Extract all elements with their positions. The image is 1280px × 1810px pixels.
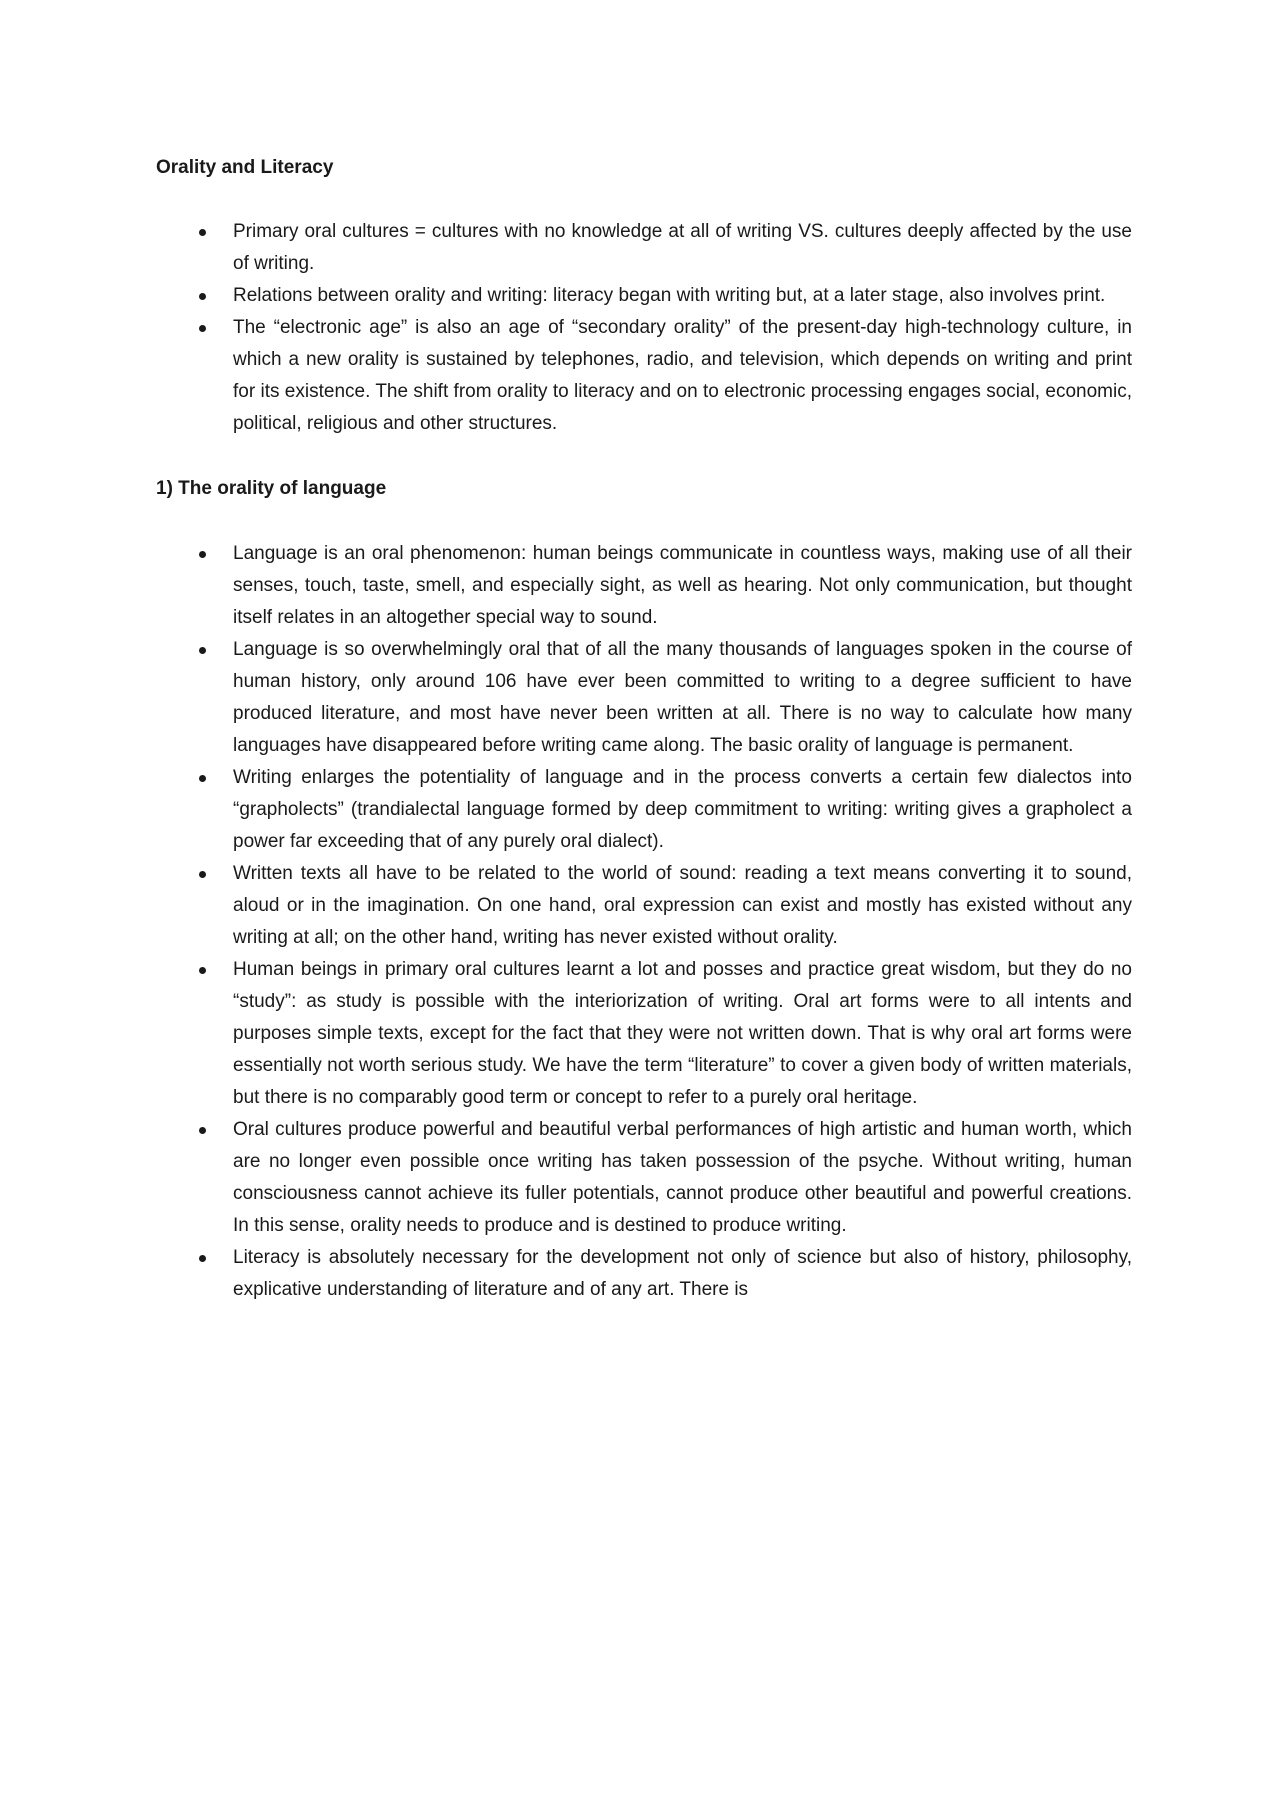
bullet-item <box>156 954 1132 1114</box>
bullet-dot-icon <box>199 325 206 332</box>
intro-bullet-list <box>156 216 1132 440</box>
bullet-dot-icon <box>199 775 206 782</box>
bullet-text: Primary oral cultures = cultures with no knowledge at all of writing VS. cultures deeply affected by the use of writing. <box>233 221 1132 274</box>
bullet-text: Language is an oral phenomenon: human beings communicate in countless ways, making use of all their senses, touch, taste, smell, and especially sight, as well as hearing. Not only communication, but thought itself relates in an altogether special way to sound. <box>233 543 1132 628</box>
bullet-item <box>156 538 1132 634</box>
document-body <box>156 152 1132 1306</box>
bullet-item <box>156 312 1132 440</box>
bullet-text: Relations between orality and writing: literacy began with writing but, at a later stage, also involves print. <box>233 285 1106 306</box>
bullet-dot-icon <box>199 293 206 300</box>
bullet-item <box>156 216 1132 280</box>
bullet-dot-icon <box>199 551 206 558</box>
bullet-item <box>156 280 1132 312</box>
bullet-dot-icon <box>199 229 206 236</box>
bullet-text: Written texts all have to be related to the world of sound: reading a text means converting it to sound, aloud or in the imagination. On one hand, oral expression can exist and mostly has existed without any writing at all; on the other hand, writing has never existed without orality. <box>233 863 1132 948</box>
bullet-text: Literacy is absolutely necessary for the development not only of science but also of history, philosophy, explicative understanding of literature and of any art. There is <box>233 1247 1132 1300</box>
bullet-item <box>156 762 1132 858</box>
section-bullet-list <box>156 538 1132 1306</box>
bullet-item <box>156 858 1132 954</box>
bullet-dot-icon <box>199 871 206 878</box>
bullet-dot-icon <box>199 647 206 654</box>
section-heading: 1) The orality of language <box>156 478 387 499</box>
document-title: Orality and Literacy <box>156 157 334 178</box>
bullet-text: Oral cultures produce powerful and beautiful verbal performances of high artistic and human worth, which are no longer even possible once writing has taken possession of the psyche. Without writing, human consciousness cannot achieve its fuller potentials, cannot produce other beautiful and powerful creations. In this sense, orality needs to produce and is destined to produce writing. <box>233 1119 1132 1236</box>
bullet-dot-icon <box>199 1127 206 1134</box>
bullet-text: Writing enlarges the potentiality of language and in the process converts a certain few dialectos into “grapholects” (trandialectal language formed by deep commitment to writing: writing gives a grapholect a power far exceeding that of any purely oral dialect). <box>233 767 1132 852</box>
bullet-item <box>156 1114 1132 1242</box>
bullet-text: The “electronic age” is also an age of “secondary orality” of the present-day high-technology culture, in which a new orality is sustained by telephones, radio, and television, which depends on writing and print for its existence. The shift from orality to literacy and on to electronic processing engages social, economic, political, religious and other structures. <box>233 317 1132 434</box>
bullet-text: Human beings in primary oral cultures learnt a lot and posses and practice great wisdom, but they do no “study”: as study is possible with the interiorization of writing. Oral art forms were to all intents and purposes simple texts, except for the fact that they were not written down. That is why oral art forms were essentially not worth serious study. We have the term “literature” to cover a given body of written materials, but there is no comparably good term or concept to refer to a purely oral heritage. <box>233 959 1132 1108</box>
bullet-text: Language is so overwhelmingly oral that of all the many thousands of languages spoken in the course of human history, only around 106 have ever been committed to writing to a degree sufficient to have produced literature, and most have never been written at all. There is no way to calculate how many languages have disappeared before writing came along. The basic orality of language is permanent. <box>233 639 1132 756</box>
bullet-dot-icon <box>199 967 206 974</box>
bullet-item <box>156 1242 1132 1306</box>
bullet-dot-icon <box>199 1255 206 1262</box>
bullet-item <box>156 634 1132 762</box>
